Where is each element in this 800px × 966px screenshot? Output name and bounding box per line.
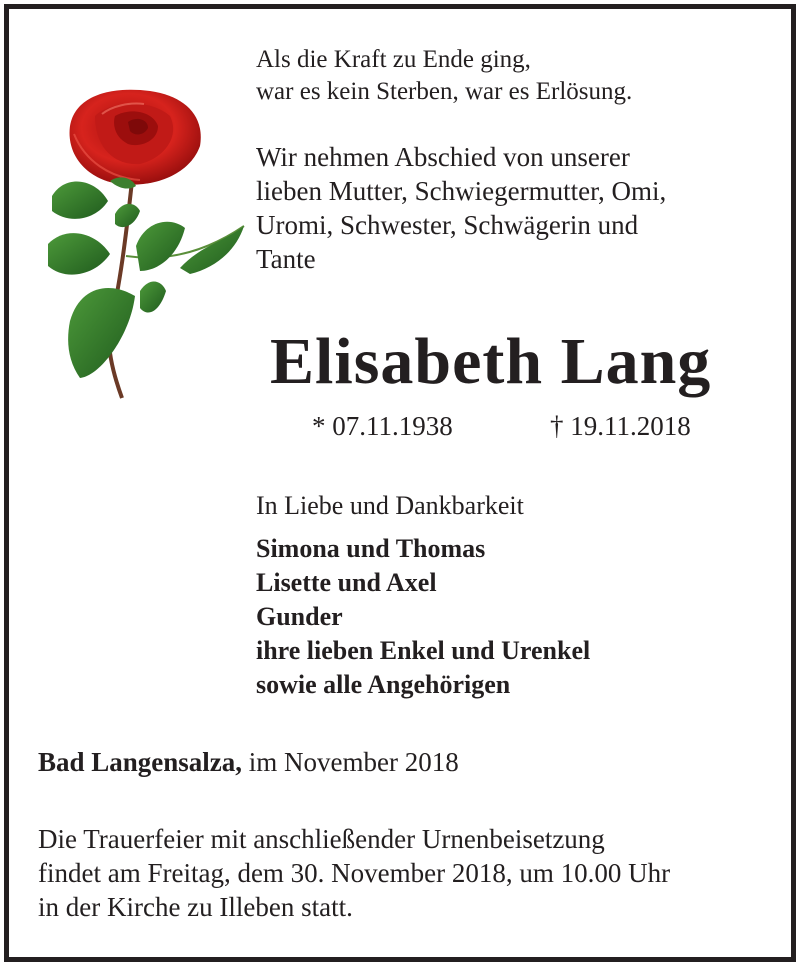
farewell-line: lieben Mutter, Schwiegermutter, Omi, [256,176,667,206]
death-date: † 19.11.2018 [550,411,691,441]
mourner-name: sowie alle Angehörigen [256,670,511,699]
deceased-name: Elisabeth Lang [270,325,712,398]
farewell-line: Uromi, Schwester, Schwägerin und [256,210,639,240]
ceremony-line: findet am Freitag, dem 30. November 2018, um 10.00 Uhr [38,858,671,888]
mourners-intro: In Liebe und Dankbarkeit [256,491,524,520]
farewell-text [256,140,666,276]
farewell-line: Tante [256,244,316,274]
ceremony-notice [38,822,670,924]
mourner-name: ihre lieben Enkel und Urenkel [256,636,591,665]
mourners-list [256,532,590,702]
mourner-name: Gunder [256,602,343,631]
place-date: im November 2018 [242,747,459,777]
birth-date: * 07.11.1938 [312,411,453,441]
poem [256,44,632,108]
mourner-name: Simona und Thomas [256,534,486,563]
place-and-date [38,744,459,780]
mourner-name: Lisette und Axel [256,568,437,597]
poem-line: Als die Kraft zu Ende ging, [256,46,531,73]
farewell-line: Wir nehmen Abschied von unserer [256,142,630,172]
red-rose-icon [40,86,250,404]
ceremony-line: Die Trauerfeier mit anschließender Urnenbeisetzung [38,824,605,854]
ceremony-line: in der Kirche zu Illeben statt. [38,892,353,922]
place-city: Bad Langensalza, [38,747,243,777]
poem-line: war es kein Sterben, war es Erlösung. [256,78,633,105]
